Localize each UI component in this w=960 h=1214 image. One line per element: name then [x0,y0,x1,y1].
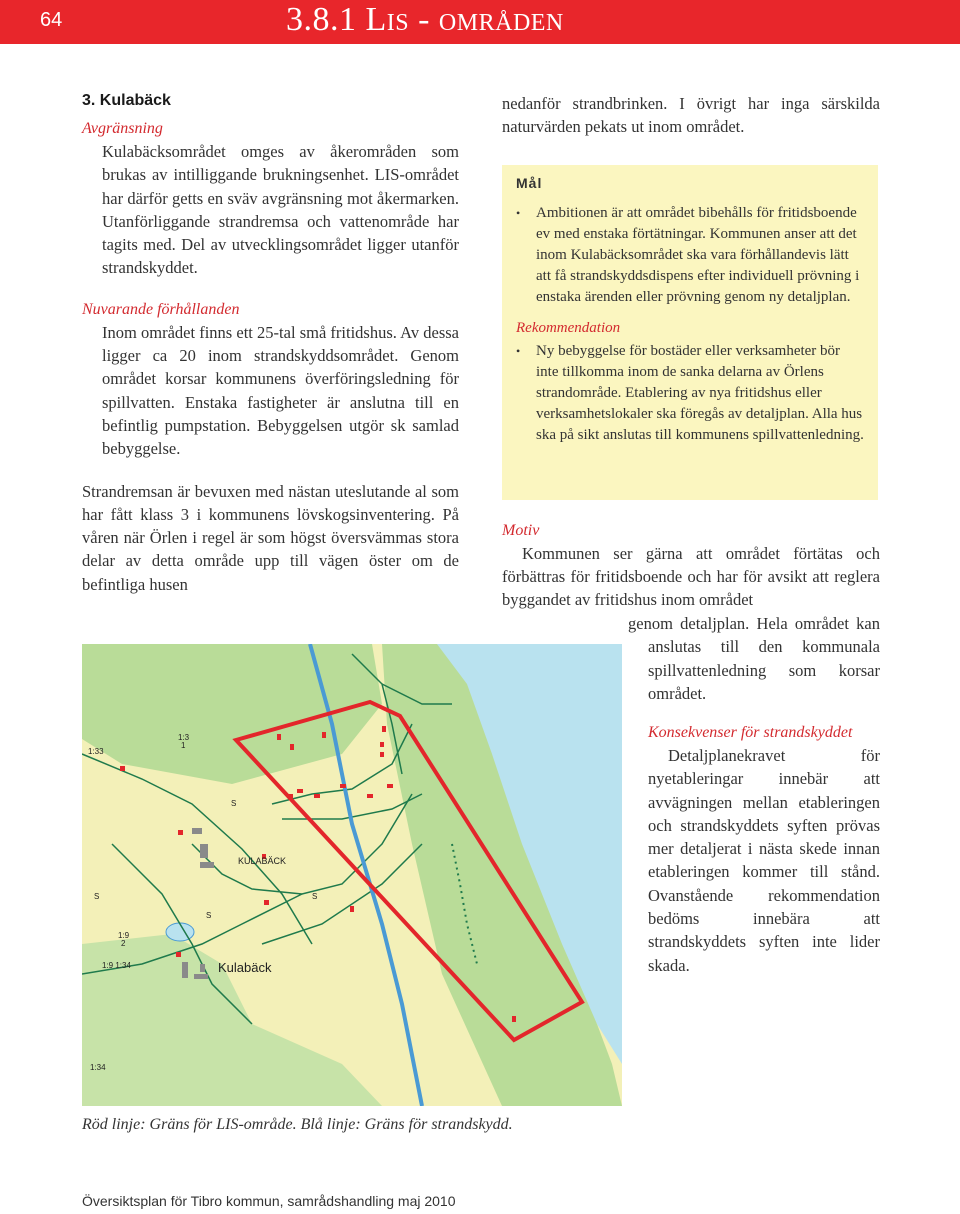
bullet-icon: • [516,206,521,220]
goal-bullet [516,203,866,308]
avgransning-text: Kulabäcksområdet omges av åkerområden som brukas av intilliggande brukningsenhet. LIS-området har därför getts en sväv avgränsning mot åkermarken. Utanförliggande strandremsa och vattenområde har tagits med. Del av utvecklingsområdet ligger utanför strandskyddet. [102,142,459,278]
section-title: 3. Kulabäck [82,92,171,109]
map-label-19b: 2 [121,939,126,948]
map-label-19: 1:9 [118,931,130,940]
motiv-section [502,520,880,612]
area-map [82,644,622,1106]
konsekvenser-section [648,722,880,977]
konsekvenser-text: Detaljplanekravet för nyetableringar innebär att avvägningen mellan etableringen och strandskyddets syften prövas mer detaljerat i nästa skede innan etableringen kommer till stånd. Ovanstående rekommendation bedöms innebära att strandskyddets syften inte lider skada. [648,746,880,975]
page-footer: Översiktsplan för Tibro kommun, samrådshandling maj 2010 [82,1193,456,1209]
map-label-19-134: 1:9 1:34 [102,961,131,970]
chapter-title: 3.8.1 Lis - områden [286,1,564,38]
map-label-s4: S [206,911,212,920]
map-label-13-top2: 1 [181,741,186,750]
left-column [82,92,459,606]
bullet-icon: • [516,344,521,358]
recommendation-bullet-text: Ny bebyggelse för bostäder eller verksamheter bör inte tillkomma inom de sanka delarna av Örlens strandområde. Etablering av nya fritidshus eller verksamhetslokaler ska föregås av detaljplan. Alla hus ska på sikt anslutas till kommunens spillvattenledning. [536,343,864,443]
recommendation-bullet [516,341,866,446]
page-number: 64 [40,9,63,31]
avgransning-heading: Avgränsning [82,120,163,137]
motiv-heading: Motiv [502,522,540,539]
strand-text: Strandremsan är bevuxen med nästan uteslutande al som har fått klass 3 i kommunens lövskogsinventering. På våren när Örlen i regel är som högst översvämmas stora delar av detta område upp till vägen öster om de befintliga husen [82,481,459,594]
map-label-s1: S [231,799,237,808]
map-label-134: 1:34 [90,1063,106,1072]
map-label-kulaback-caps: KULABÄCK [238,856,287,866]
page-header [0,0,960,44]
recommendation-heading: Rekommendation [516,320,621,336]
goal-box [502,165,878,500]
goal-heading: Mål [516,175,543,191]
goal-bullet-text: Ambitionen är att området bibehålls för fritidsboende ev med enstaka förtätningar. Kommunen anser att det inom Kulabäcksområdet ska vara förhållandevis lätt att få strandskyddsdispens efter individuell prövning i enstaka ärenden eller prövning genom ny detaljplan. [536,205,860,305]
map-label-s3: S [312,892,318,901]
nuvarande-heading: Nuvarande förhållanden [82,300,240,318]
map-label-kulaback: Kulabäck [218,960,272,975]
nuvarande-text: Inom området finns ett 25-tal små fritidshus. Av dessa ligger ca 20 inom strandskyddsområdet. Genom området korsar kommunens överföringsledning för spillvatten. Enstaka fastigheter är anslutna till en befintlig pumpstation. Bebyggelsen utgör sk samlad bebyggelse. [102,322,459,459]
map-label-13-top: 1:3 [178,733,190,742]
map-pond [166,923,194,941]
motiv-text: Kommunen ser gärna att området förtätas och förbättras för fritidsboende och har för avsikt att reglera byggandet av fritidshus inom området [502,544,880,610]
map-label-s2: S [94,892,100,901]
right-top-text: nedanför strandbrinken. I övrigt har inga särskilda naturvärden pekats ut inom området. [502,94,880,136]
map-label-133: 1:33 [88,747,104,756]
motiv-text-wrap: genom detaljplan. Hela området kan anslutas till den kommunala spillvattenledning som korsar området. [628,614,880,703]
map-caption: Röd linje: Gräns för LIS-område. Blå linje: Gräns för strandskydd. [82,1116,513,1133]
konsekvenser-heading: Konsekvenser för strandskyddet [648,724,853,741]
right-column-top [502,92,880,138]
